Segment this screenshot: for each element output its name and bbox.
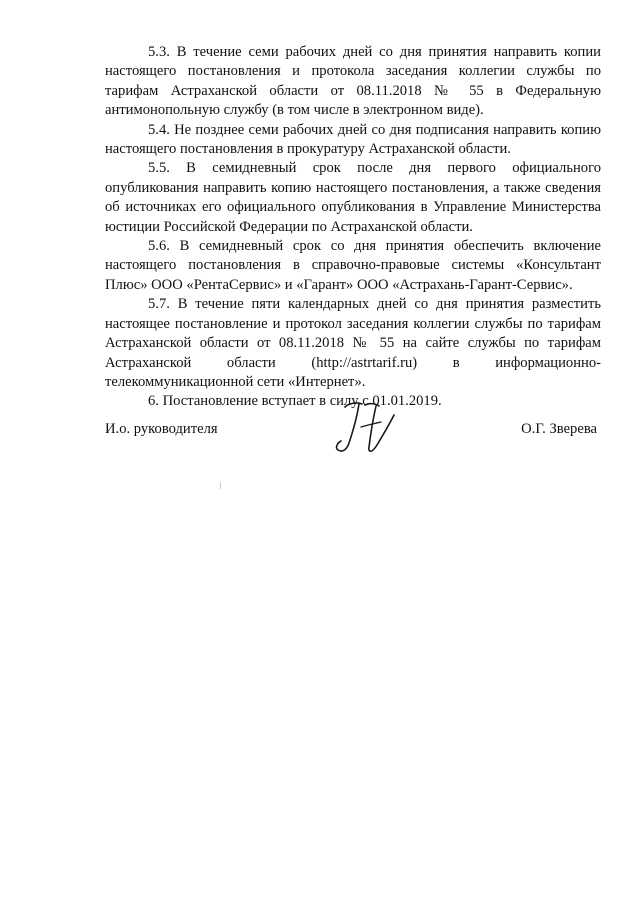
signature-block xyxy=(105,405,601,465)
document-body xyxy=(105,43,601,412)
signatory-name: О.Г. Зверева xyxy=(521,421,597,437)
signatory-title: И.о. руководителя xyxy=(105,421,218,437)
paragraph-5-4: 5.4. Не позднее семи рабочих дней со дня подписания направить копию настоящего постановления в прокуратуру Астраханской области. xyxy=(105,121,601,158)
paragraph-5-6: 5.6. В семидневный срок со дня принятия обеспечить включение настоящего постановления в справочно-правовые системы «Консультант Плюс» ООО «РентаСервис» и «Гарант» ООО «Астрахань-Гарант-Сервис». xyxy=(105,238,601,293)
handwritten-signature xyxy=(331,397,401,463)
paragraph-6: 6. Постановление вступает в силу с 01.01.2019. xyxy=(148,393,442,410)
paragraph-5-5: 5.5. В семидневный срок после дня первого официального опубликования направить копию настоящего постановления, а также сведения об источниках его официального опубликования в Управление Министерства юстиции Российской Федерации по Астраханской области. xyxy=(105,160,601,235)
paragraph-5-7: 5.7. В течение пяти календарных дней со дня принятия разместить настоящее постановление и протокол заседания коллегии службы по тарифам Астраханской области от 08.11.2018 № 55 на сайте службы по тарифам Астраханской области (http://astrtarif.ru) в информационно-телекоммуникационной сети «Интернет». xyxy=(105,296,601,390)
paragraph-5-3: 5.3. В течение семи рабочих дней со дня принятия направить копии настоящего постановления и протокола заседания коллегии службы по тарифам Астраханской области от 08.11.2018 № 55 в Федеральную антимонопольную службу (в том числе в электронном виде). xyxy=(105,44,601,119)
scan-artifact xyxy=(220,482,221,489)
